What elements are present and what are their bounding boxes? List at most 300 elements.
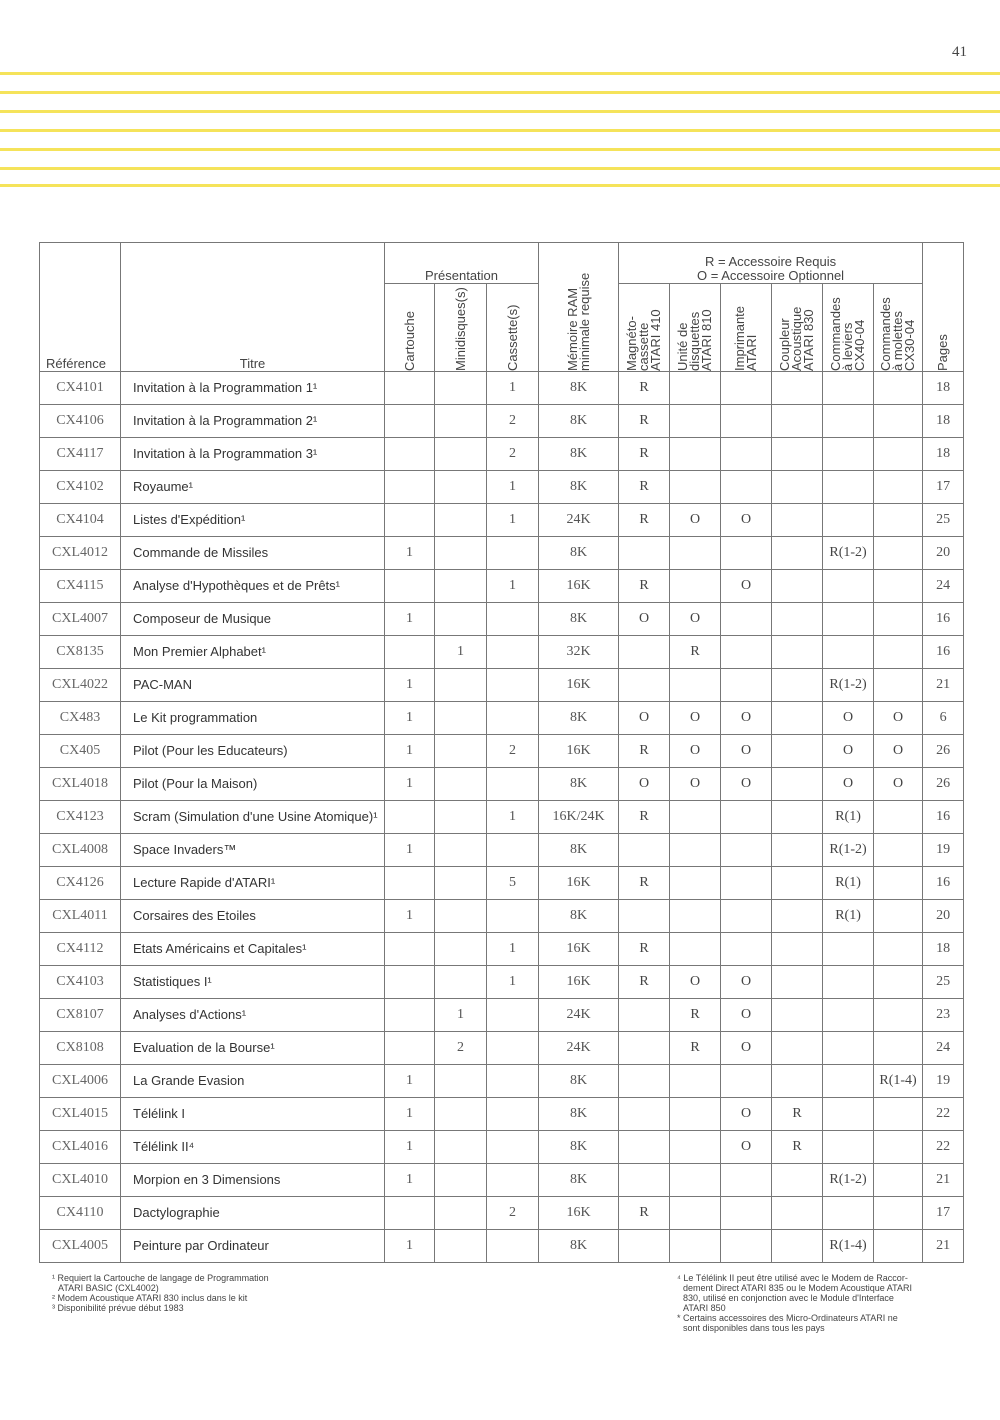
cartouche-cell: 1 xyxy=(385,1098,435,1131)
table-row xyxy=(40,603,964,636)
disquettes-cell xyxy=(670,1131,721,1164)
cassettes-cell: 1 xyxy=(487,570,539,603)
magneto-cell xyxy=(619,1131,670,1164)
magneto-cell: R xyxy=(619,405,670,438)
memory-cell: 16K xyxy=(539,570,619,603)
memory-cell: 16K xyxy=(539,966,619,999)
disquettes-cell xyxy=(670,900,721,933)
molettes-cell xyxy=(874,570,923,603)
molettes-cell xyxy=(874,966,923,999)
coupleur-cell xyxy=(772,570,823,603)
magneto-cell xyxy=(619,999,670,1032)
title-cell: Corsaires des Etoiles xyxy=(121,900,385,933)
cartouche-cell: 1 xyxy=(385,900,435,933)
molettes-cell xyxy=(874,405,923,438)
memory-cell: 8K xyxy=(539,372,619,405)
leviers-cell xyxy=(823,372,874,405)
molettes-cell: O xyxy=(874,768,923,801)
reference-cell: CX4106 xyxy=(40,405,121,438)
molettes-cell: O xyxy=(874,735,923,768)
table-row xyxy=(40,537,964,570)
leviers-header: Commandes à leviers CX40-04 xyxy=(823,284,874,372)
imprimante-cell xyxy=(721,669,772,702)
coupleur-cell xyxy=(772,603,823,636)
coupleur-cell xyxy=(772,438,823,471)
title-cell: Scram (Simulation d'une Usine Atomique)¹ xyxy=(121,801,385,834)
cassettes-cell xyxy=(487,999,539,1032)
leviers-cell xyxy=(823,438,874,471)
cartouche-cell: 1 xyxy=(385,669,435,702)
disquettes-cell xyxy=(670,669,721,702)
cassettes-cell: 1 xyxy=(487,933,539,966)
molettes-cell xyxy=(874,834,923,867)
coupleur-cell xyxy=(772,702,823,735)
pages-cell: 19 xyxy=(923,1065,964,1098)
title-cell: Space Invaders™ xyxy=(121,834,385,867)
molettes-cell xyxy=(874,900,923,933)
disquettes-cell: O xyxy=(670,702,721,735)
reference-cell: CX4104 xyxy=(40,504,121,537)
coupleur-cell xyxy=(772,900,823,933)
page-number: 41 xyxy=(952,44,967,60)
leviers-cell: O xyxy=(823,768,874,801)
coupleur-cell xyxy=(772,504,823,537)
cassettes-cell xyxy=(487,1098,539,1131)
pages-cell: 17 xyxy=(923,471,964,504)
title-cell: Télélink I xyxy=(121,1098,385,1131)
cartouche-cell xyxy=(385,933,435,966)
title-cell: Evaluation de la Bourse¹ xyxy=(121,1032,385,1065)
disquettes-cell xyxy=(670,867,721,900)
table-row xyxy=(40,999,964,1032)
cassettes-cell: 1 xyxy=(487,504,539,537)
cassettes-cell xyxy=(487,1032,539,1065)
table-row xyxy=(40,933,964,966)
imprimante-cell: O xyxy=(721,570,772,603)
magneto-cell: R xyxy=(619,438,670,471)
title-cell: Dactylographie xyxy=(121,1197,385,1230)
leviers-cell xyxy=(823,1032,874,1065)
table-row xyxy=(40,570,964,603)
cartouche-cell xyxy=(385,438,435,471)
memory-cell: 8K xyxy=(539,1098,619,1131)
minidisques-cell xyxy=(435,966,487,999)
reference-cell: CXL4012 xyxy=(40,537,121,570)
pages-cell: 23 xyxy=(923,999,964,1032)
memory-cell: 8K xyxy=(539,1131,619,1164)
reference-cell: CXL4010 xyxy=(40,1164,121,1197)
minidisques-cell xyxy=(435,438,487,471)
coupleur-cell xyxy=(772,405,823,438)
cartouche-cell xyxy=(385,372,435,405)
leviers-cell xyxy=(823,1131,874,1164)
title-cell: Analyses d'Actions¹ xyxy=(121,999,385,1032)
disquettes-cell xyxy=(670,1164,721,1197)
minidisques-cell xyxy=(435,735,487,768)
cassettes-header: Cassette(s) xyxy=(487,284,539,372)
coupleur-cell xyxy=(772,636,823,669)
coupleur-cell xyxy=(772,966,823,999)
minidisques-cell xyxy=(435,504,487,537)
reference-cell: CXL4007 xyxy=(40,603,121,636)
decorative-stripes xyxy=(0,72,1000,187)
minidisques-cell xyxy=(435,603,487,636)
cassettes-cell xyxy=(487,537,539,570)
coupleur-cell xyxy=(772,1065,823,1098)
leviers-cell xyxy=(823,570,874,603)
magneto-cell xyxy=(619,636,670,669)
legend-header: R = Accessoire Requis O = Accessoire Optionnel xyxy=(619,243,923,284)
magneto-cell xyxy=(619,537,670,570)
title-cell: Royaume¹ xyxy=(121,471,385,504)
coupleur-cell xyxy=(772,372,823,405)
disquettes-cell xyxy=(670,405,721,438)
disquettes-cell xyxy=(670,372,721,405)
reference-cell: CX4117 xyxy=(40,438,121,471)
reference-cell: CXL4005 xyxy=(40,1230,121,1263)
minidisques-cell xyxy=(435,900,487,933)
imprimante-header: Imprimante ATARI xyxy=(721,284,772,372)
cassettes-cell xyxy=(487,669,539,702)
memory-cell: 8K xyxy=(539,537,619,570)
disquettes-cell xyxy=(670,1098,721,1131)
cassettes-cell: 1 xyxy=(487,966,539,999)
cassettes-cell xyxy=(487,900,539,933)
magneto-cell: O xyxy=(619,702,670,735)
title-cell: Composeur de Musique xyxy=(121,603,385,636)
imprimante-cell xyxy=(721,1164,772,1197)
pages-cell: 18 xyxy=(923,405,964,438)
minidisques-cell xyxy=(435,768,487,801)
disquettes-cell xyxy=(670,801,721,834)
table-row xyxy=(40,438,964,471)
imprimante-cell xyxy=(721,372,772,405)
imprimante-cell: O xyxy=(721,1131,772,1164)
table-row xyxy=(40,504,964,537)
memory-cell: 16K xyxy=(539,933,619,966)
magneto-cell xyxy=(619,669,670,702)
title-cell: Etats Américains et Capitales¹ xyxy=(121,933,385,966)
memory-header: Mémoire RAM minimale requise xyxy=(539,243,619,372)
minidisques-cell xyxy=(435,1065,487,1098)
leviers-cell: R(1) xyxy=(823,867,874,900)
coupleur-cell xyxy=(772,669,823,702)
minidisques-cell: 1 xyxy=(435,999,487,1032)
magneto-cell: O xyxy=(619,768,670,801)
coupleur-cell: R xyxy=(772,1098,823,1131)
leviers-cell: R(1) xyxy=(823,801,874,834)
cartouche-cell xyxy=(385,1032,435,1065)
minidisques-cell xyxy=(435,1098,487,1131)
pages-cell: 18 xyxy=(923,372,964,405)
magneto-cell xyxy=(619,1230,670,1263)
cassettes-cell xyxy=(487,1065,539,1098)
cartouche-cell: 1 xyxy=(385,1065,435,1098)
coupleur-cell xyxy=(772,1164,823,1197)
pages-cell: 20 xyxy=(923,537,964,570)
imprimante-cell xyxy=(721,405,772,438)
table-row xyxy=(40,1065,964,1098)
disquettes-cell xyxy=(670,1230,721,1263)
disquettes-cell xyxy=(670,471,721,504)
cartouche-cell xyxy=(385,999,435,1032)
memory-cell: 8K xyxy=(539,438,619,471)
molettes-cell xyxy=(874,669,923,702)
reference-cell: CX4103 xyxy=(40,966,121,999)
memory-cell: 16K xyxy=(539,1197,619,1230)
pages-cell: 25 xyxy=(923,504,964,537)
reference-cell: CX4123 xyxy=(40,801,121,834)
leviers-cell xyxy=(823,966,874,999)
minidisques-cell xyxy=(435,867,487,900)
table-row xyxy=(40,372,964,405)
pages-cell: 16 xyxy=(923,603,964,636)
imprimante-cell: O xyxy=(721,504,772,537)
imprimante-cell xyxy=(721,933,772,966)
coupleur-cell xyxy=(772,801,823,834)
title-cell: Pilot (Pour la Maison) xyxy=(121,768,385,801)
cassettes-cell xyxy=(487,768,539,801)
imprimante-cell xyxy=(721,801,772,834)
cartouche-cell xyxy=(385,966,435,999)
molettes-cell xyxy=(874,933,923,966)
footnotes-left: ¹ Requiert la Cartouche de langage de Programmation ATARI BASIC (CXL4002) ² Modem Acoustique ATARI 830 inclus dans le kit ³ Disponibilité prévue début 1983 xyxy=(52,1273,269,1313)
imprimante-cell xyxy=(721,1065,772,1098)
minidisques-cell xyxy=(435,669,487,702)
cartouche-cell: 1 xyxy=(385,834,435,867)
imprimante-cell: O xyxy=(721,966,772,999)
title-cell: Analyse d'Hypothèques et de Prêts¹ xyxy=(121,570,385,603)
magneto-cell: R xyxy=(619,735,670,768)
coupleur-cell xyxy=(772,735,823,768)
magneto-cell: O xyxy=(619,603,670,636)
table-row xyxy=(40,702,964,735)
disquettes-cell: O xyxy=(670,768,721,801)
magneto-cell xyxy=(619,1032,670,1065)
imprimante-cell: O xyxy=(721,735,772,768)
title-cell: Statistiques I¹ xyxy=(121,966,385,999)
coupleur-cell xyxy=(772,537,823,570)
molettes-cell xyxy=(874,1197,923,1230)
magneto-cell xyxy=(619,834,670,867)
disquettes-cell xyxy=(670,933,721,966)
reference-cell: CX4115 xyxy=(40,570,121,603)
cartouche-cell: 1 xyxy=(385,1164,435,1197)
pages-cell: 20 xyxy=(923,900,964,933)
leviers-cell: O xyxy=(823,735,874,768)
imprimante-cell xyxy=(721,603,772,636)
cassettes-cell xyxy=(487,636,539,669)
magneto-cell xyxy=(619,1065,670,1098)
coupleur-cell xyxy=(772,933,823,966)
coupleur-cell: R xyxy=(772,1131,823,1164)
pages-cell: 24 xyxy=(923,570,964,603)
table-row xyxy=(40,1197,964,1230)
imprimante-cell: O xyxy=(721,1098,772,1131)
leviers-cell xyxy=(823,471,874,504)
imprimante-cell xyxy=(721,1197,772,1230)
cartouche-cell: 1 xyxy=(385,768,435,801)
leviers-cell xyxy=(823,636,874,669)
minidisques-cell: 2 xyxy=(435,1032,487,1065)
cassettes-cell xyxy=(487,1230,539,1263)
table-row xyxy=(40,801,964,834)
disquettes-cell: O xyxy=(670,966,721,999)
reference-cell: CXL4022 xyxy=(40,669,121,702)
cartouche-cell xyxy=(385,636,435,669)
reference-cell: CX4101 xyxy=(40,372,121,405)
footnotes-right: ⁴ Le Télélink II peut être utilisé avec le Modem de Raccor- dement Direct ATARI 835 ou le Modem Acoustique ATARI 830, utilisé en conjonction avec le Module d'Interface ATARI 850 * Certains accessoires des Micro-Ordinateurs ATARI ne sont disponibles dans tous les pays xyxy=(677,1273,912,1333)
cartouche-cell: 1 xyxy=(385,735,435,768)
memory-cell: 8K xyxy=(539,1065,619,1098)
memory-cell: 8K xyxy=(539,405,619,438)
memory-cell: 24K xyxy=(539,999,619,1032)
cassettes-cell: 1 xyxy=(487,471,539,504)
title-cell: Lecture Rapide d'ATARI¹ xyxy=(121,867,385,900)
leviers-cell xyxy=(823,504,874,537)
molettes-cell xyxy=(874,438,923,471)
disquettes-cell xyxy=(670,537,721,570)
molettes-cell xyxy=(874,1230,923,1263)
memory-cell: 16K xyxy=(539,669,619,702)
minidisques-cell xyxy=(435,702,487,735)
table-row xyxy=(40,966,964,999)
table-row xyxy=(40,1032,964,1065)
molettes-cell xyxy=(874,504,923,537)
imprimante-cell xyxy=(721,471,772,504)
pages-cell: 16 xyxy=(923,801,964,834)
disquettes-cell: R xyxy=(670,636,721,669)
cassettes-cell: 2 xyxy=(487,438,539,471)
cartouche-cell xyxy=(385,405,435,438)
minidisques-cell xyxy=(435,1197,487,1230)
leviers-cell: R(1-2) xyxy=(823,834,874,867)
magneto-cell xyxy=(619,900,670,933)
title-cell: PAC-MAN xyxy=(121,669,385,702)
memory-cell: 32K xyxy=(539,636,619,669)
memory-cell: 8K xyxy=(539,900,619,933)
imprimante-cell xyxy=(721,537,772,570)
disquettes-cell: R xyxy=(670,1032,721,1065)
title-cell: Invitation à la Programmation 3¹ xyxy=(121,438,385,471)
cartouche-cell xyxy=(385,504,435,537)
minidisques-cell xyxy=(435,801,487,834)
cassettes-cell xyxy=(487,834,539,867)
memory-cell: 24K xyxy=(539,1032,619,1065)
pages-cell: 18 xyxy=(923,438,964,471)
leviers-cell: R(1-4) xyxy=(823,1230,874,1263)
reference-cell: CX4110 xyxy=(40,1197,121,1230)
memory-cell: 8K xyxy=(539,603,619,636)
magneto-cell: R xyxy=(619,570,670,603)
magneto-cell: R xyxy=(619,801,670,834)
memory-cell: 8K xyxy=(539,768,619,801)
coupleur-cell xyxy=(772,768,823,801)
table-row xyxy=(40,636,964,669)
cassettes-cell xyxy=(487,603,539,636)
reference-cell: CX8107 xyxy=(40,999,121,1032)
minidisques-cell xyxy=(435,471,487,504)
pages-cell: 16 xyxy=(923,867,964,900)
title-cell: Peinture par Ordinateur xyxy=(121,1230,385,1263)
leviers-cell: O xyxy=(823,702,874,735)
leviers-cell: R(1) xyxy=(823,900,874,933)
leviers-cell xyxy=(823,933,874,966)
disquettes-cell xyxy=(670,834,721,867)
molettes-cell xyxy=(874,471,923,504)
memory-cell: 8K xyxy=(539,1230,619,1263)
pages-header: Pages xyxy=(923,243,964,372)
pages-cell: 16 xyxy=(923,636,964,669)
minidisques-cell xyxy=(435,1131,487,1164)
pages-cell: 22 xyxy=(923,1131,964,1164)
cassettes-cell: 1 xyxy=(487,372,539,405)
table-row xyxy=(40,834,964,867)
magneto-cell: R xyxy=(619,867,670,900)
minidisques-cell xyxy=(435,834,487,867)
cassettes-cell: 5 xyxy=(487,867,539,900)
molettes-cell xyxy=(874,1164,923,1197)
magneto-cell: R xyxy=(619,372,670,405)
title-cell: Listes d'Expédition¹ xyxy=(121,504,385,537)
memory-cell: 8K xyxy=(539,471,619,504)
magneto-cell: R xyxy=(619,966,670,999)
cartouche-cell xyxy=(385,801,435,834)
minidisques-cell xyxy=(435,933,487,966)
reference-cell: CXL4008 xyxy=(40,834,121,867)
reference-header: Référence xyxy=(40,243,121,372)
minidisques-cell: 1 xyxy=(435,636,487,669)
molettes-cell xyxy=(874,801,923,834)
software-table xyxy=(39,242,964,1263)
imprimante-cell xyxy=(721,867,772,900)
reference-cell: CX4112 xyxy=(40,933,121,966)
pages-cell: 21 xyxy=(923,1164,964,1197)
cartouche-cell xyxy=(385,1197,435,1230)
coupleur-cell xyxy=(772,1230,823,1263)
cartouche-cell xyxy=(385,570,435,603)
title-cell: Pilot (Pour les Educateurs) xyxy=(121,735,385,768)
table-row xyxy=(40,471,964,504)
cassettes-cell: 2 xyxy=(487,405,539,438)
disquettes-cell xyxy=(670,570,721,603)
coupleur-cell xyxy=(772,1197,823,1230)
memory-cell: 16K xyxy=(539,867,619,900)
molettes-cell xyxy=(874,1131,923,1164)
cartouche-cell: 1 xyxy=(385,1131,435,1164)
imprimante-cell xyxy=(721,834,772,867)
memory-cell: 16K/24K xyxy=(539,801,619,834)
title-cell: Télélink II⁴ xyxy=(121,1131,385,1164)
table-row xyxy=(40,1131,964,1164)
minidisques-cell xyxy=(435,405,487,438)
minidisques-cell xyxy=(435,372,487,405)
pages-cell: 19 xyxy=(923,834,964,867)
cartouche-cell: 1 xyxy=(385,537,435,570)
imprimante-cell xyxy=(721,636,772,669)
memory-cell: 8K xyxy=(539,702,619,735)
table-row xyxy=(40,1230,964,1263)
table-row xyxy=(40,1164,964,1197)
coupleur-cell xyxy=(772,1032,823,1065)
reference-cell: CX4126 xyxy=(40,867,121,900)
leviers-cell xyxy=(823,999,874,1032)
pages-cell: 17 xyxy=(923,1197,964,1230)
disquettes-cell xyxy=(670,1197,721,1230)
coupleur-cell xyxy=(772,999,823,1032)
disquettes-header: Unité de disquettes ATARI 810 xyxy=(670,284,721,372)
disquettes-cell: O xyxy=(670,735,721,768)
